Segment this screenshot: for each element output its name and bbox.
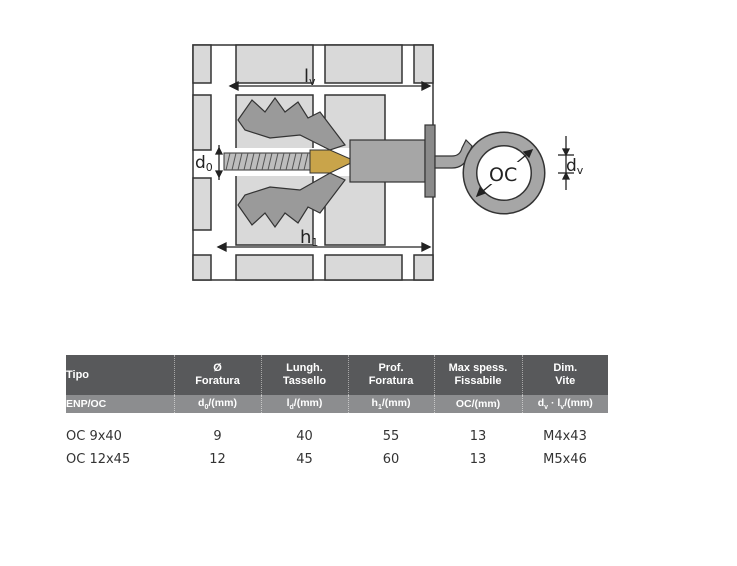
unit-tipo: ENP/OC — [66, 395, 174, 413]
header-dim-vite: Dim. Vite — [522, 355, 608, 395]
cell-tipo: OC 9x40 — [66, 429, 122, 444]
table-header-row — [66, 355, 608, 395]
dv-label: dv — [566, 156, 584, 177]
d0-label: d0 — [195, 153, 213, 174]
cell-profondita: 55 — [382, 429, 400, 444]
table-row — [66, 425, 608, 448]
cell-vite: M4x43 — [543, 429, 587, 444]
lv-label: lv — [304, 66, 316, 88]
cell-spessore: 13 — [469, 429, 487, 444]
unit-tassello: $l_d/(mm)$ — [261, 395, 348, 413]
cell-foratura: 12 — [209, 452, 226, 467]
specs-table — [66, 355, 608, 471]
cell-spessore: 13 — [469, 452, 487, 467]
cell-tassello: 45 — [296, 452, 313, 467]
cell-vite: M5x46 — [543, 452, 587, 467]
unit-foratura: $d_0/(mm)$ — [174, 395, 261, 413]
header-max-spessore: Max spess. Fissabile — [434, 355, 522, 395]
unit-profondita: $h_1/(mm)$ — [348, 395, 434, 413]
header-profondita-foratura: Prof. Foratura — [348, 355, 434, 395]
cell-tassello: 40 — [296, 429, 313, 444]
cell-foratura: 9 — [213, 429, 222, 444]
table-row — [66, 448, 608, 471]
header-lunghezza-tassello: Lungh. Tassello — [261, 355, 348, 395]
header-foratura-diameter: Ø Foratura — [174, 355, 261, 395]
unit-spessore: OC/(mm) — [434, 395, 522, 413]
oc-label: OC — [489, 164, 518, 186]
anchor-flange — [425, 125, 435, 197]
table-unit-row — [66, 395, 608, 413]
anchor-sleeve — [350, 140, 425, 182]
cell-tipo: OC 12x45 — [66, 452, 131, 467]
h1-label: h1 — [300, 227, 319, 249]
unit-vite: $d_v \cdot l_v/(mm)$ — [522, 395, 608, 413]
cell-profondita: 60 — [382, 452, 400, 467]
header-tipo: Tipo — [66, 355, 174, 395]
